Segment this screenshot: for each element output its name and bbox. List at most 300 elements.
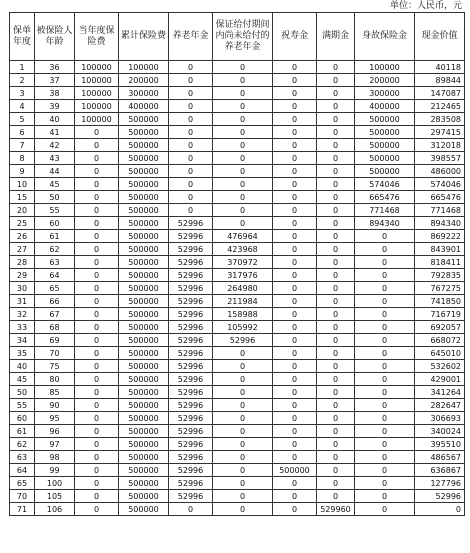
cell-insured-age: 45 <box>35 178 75 191</box>
cell-guaranteed-unpaid-annuity: 0 <box>213 100 273 113</box>
cell-maturity-benefit: 0 <box>317 74 355 87</box>
cell-policy-year: 6 <box>10 126 35 139</box>
cell-annual-premium: 0 <box>75 217 119 230</box>
cell-maturity-benefit: 0 <box>317 113 355 126</box>
cell-pension-annuity: 0 <box>169 204 213 217</box>
cell-annual-premium: 0 <box>75 477 119 490</box>
cell-policy-year: 1 <box>10 61 35 74</box>
cell-cumulative-premium: 500000 <box>119 425 169 438</box>
cell-annual-premium: 0 <box>75 178 119 191</box>
cell-policy-year: 45 <box>10 373 35 386</box>
table-row <box>10 295 465 308</box>
cell-cumulative-premium: 500000 <box>119 178 169 191</box>
cell-cash-value: 282647 <box>415 399 465 412</box>
cell-annual-premium: 0 <box>75 282 119 295</box>
cell-pension-annuity: 0 <box>169 191 213 204</box>
cell-longevity-benefit: 0 <box>273 100 317 113</box>
cell-cumulative-premium: 500000 <box>119 204 169 217</box>
cell-maturity-benefit: 0 <box>317 100 355 113</box>
cell-guaranteed-unpaid-annuity: 0 <box>213 360 273 373</box>
cell-annual-premium: 0 <box>75 191 119 204</box>
cell-annual-premium: 0 <box>75 438 119 451</box>
cell-guaranteed-unpaid-annuity: 0 <box>213 438 273 451</box>
header-policy-year: 保单年度 <box>10 13 35 61</box>
cell-pension-annuity: 52996 <box>169 425 213 438</box>
cell-annual-premium: 100000 <box>75 74 119 87</box>
cell-cumulative-premium: 100000 <box>119 61 169 74</box>
table-header <box>10 13 465 61</box>
cell-cumulative-premium: 500000 <box>119 282 169 295</box>
cell-insured-age: 97 <box>35 438 75 451</box>
cell-guaranteed-unpaid-annuity: 423968 <box>213 243 273 256</box>
cell-insured-age: 65 <box>35 282 75 295</box>
table-row <box>10 74 465 87</box>
cell-cash-value: 767275 <box>415 282 465 295</box>
table-row <box>10 204 465 217</box>
cell-cumulative-premium: 300000 <box>119 87 169 100</box>
cell-longevity-benefit: 0 <box>273 87 317 100</box>
table-row <box>10 438 465 451</box>
cell-cash-value: 869222 <box>415 230 465 243</box>
table-row <box>10 230 465 243</box>
cell-insured-age: 37 <box>35 74 75 87</box>
cell-longevity-benefit: 0 <box>273 61 317 74</box>
cell-guaranteed-unpaid-annuity: 0 <box>213 204 273 217</box>
cell-longevity-benefit: 0 <box>273 412 317 425</box>
cell-annual-premium: 0 <box>75 256 119 269</box>
table-row <box>10 100 465 113</box>
cell-cumulative-premium: 500000 <box>119 139 169 152</box>
cell-guaranteed-unpaid-annuity: 211984 <box>213 295 273 308</box>
cell-longevity-benefit: 0 <box>273 503 317 516</box>
cell-death-benefit: 500000 <box>355 152 415 165</box>
cell-maturity-benefit: 0 <box>317 334 355 347</box>
cell-longevity-benefit: 0 <box>273 386 317 399</box>
cell-death-benefit: 500000 <box>355 113 415 126</box>
cell-guaranteed-unpaid-annuity: 317976 <box>213 269 273 282</box>
cell-annual-premium: 0 <box>75 503 119 516</box>
cell-guaranteed-unpaid-annuity: 370972 <box>213 256 273 269</box>
cell-policy-year: 33 <box>10 321 35 334</box>
cell-longevity-benefit: 0 <box>273 230 317 243</box>
cell-maturity-benefit: 0 <box>317 438 355 451</box>
cell-guaranteed-unpaid-annuity: 0 <box>213 399 273 412</box>
cell-longevity-benefit: 0 <box>273 165 317 178</box>
cell-maturity-benefit: 0 <box>317 269 355 282</box>
cell-insured-age: 99 <box>35 464 75 477</box>
cell-cumulative-premium: 500000 <box>119 308 169 321</box>
cell-guaranteed-unpaid-annuity: 158988 <box>213 308 273 321</box>
cell-death-benefit: 0 <box>355 438 415 451</box>
cell-policy-year: 60 <box>10 412 35 425</box>
cell-annual-premium: 0 <box>75 295 119 308</box>
cell-pension-annuity: 0 <box>169 74 213 87</box>
cell-maturity-benefit: 0 <box>317 230 355 243</box>
cell-maturity-benefit: 0 <box>317 87 355 100</box>
cell-longevity-benefit: 0 <box>273 74 317 87</box>
cell-policy-year: 25 <box>10 217 35 230</box>
cell-longevity-benefit: 500000 <box>273 464 317 477</box>
header-maturity-benefit: 满期金 <box>317 13 355 61</box>
cell-pension-annuity: 52996 <box>169 217 213 230</box>
cell-pension-annuity: 0 <box>169 100 213 113</box>
cell-annual-premium: 0 <box>75 412 119 425</box>
cell-insured-age: 67 <box>35 308 75 321</box>
cell-pension-annuity: 0 <box>169 139 213 152</box>
cell-cumulative-premium: 500000 <box>119 334 169 347</box>
cell-death-benefit: 574046 <box>355 178 415 191</box>
cell-cash-value: 340024 <box>415 425 465 438</box>
cell-longevity-benefit: 0 <box>273 126 317 139</box>
table-row <box>10 373 465 386</box>
table-row <box>10 165 465 178</box>
table-row <box>10 347 465 360</box>
cell-death-benefit: 0 <box>355 464 415 477</box>
cell-guaranteed-unpaid-annuity: 52996 <box>213 334 273 347</box>
cell-annual-premium: 0 <box>75 204 119 217</box>
cell-cumulative-premium: 500000 <box>119 347 169 360</box>
cell-longevity-benefit: 0 <box>273 477 317 490</box>
table-row <box>10 87 465 100</box>
cell-annual-premium: 0 <box>75 451 119 464</box>
cell-pension-annuity: 0 <box>169 503 213 516</box>
unit-label: 单位：人民币，元 <box>389 1 462 11</box>
cell-pension-annuity: 0 <box>169 126 213 139</box>
cell-pension-annuity: 52996 <box>169 386 213 399</box>
cell-cash-value: 636867 <box>415 464 465 477</box>
cell-insured-age: 66 <box>35 295 75 308</box>
cell-pension-annuity: 52996 <box>169 230 213 243</box>
cell-cumulative-premium: 500000 <box>119 152 169 165</box>
cell-maturity-benefit: 0 <box>317 178 355 191</box>
cell-death-benefit: 0 <box>355 230 415 243</box>
cell-longevity-benefit: 0 <box>273 139 317 152</box>
cell-maturity-benefit: 0 <box>317 152 355 165</box>
cell-death-benefit: 0 <box>355 399 415 412</box>
cell-policy-year: 3 <box>10 87 35 100</box>
cell-death-benefit: 0 <box>355 373 415 386</box>
cell-longevity-benefit: 0 <box>273 178 317 191</box>
cell-death-benefit: 0 <box>355 477 415 490</box>
cell-cumulative-premium: 500000 <box>119 217 169 230</box>
cell-annual-premium: 0 <box>75 152 119 165</box>
cell-pension-annuity: 52996 <box>169 295 213 308</box>
cell-longevity-benefit: 0 <box>273 399 317 412</box>
cell-insured-age: 44 <box>35 165 75 178</box>
cell-guaranteed-unpaid-annuity: 105992 <box>213 321 273 334</box>
cell-cash-value: 52996 <box>415 490 465 503</box>
cell-death-benefit: 0 <box>355 451 415 464</box>
benefit-table <box>9 12 465 516</box>
cell-annual-premium: 0 <box>75 230 119 243</box>
cell-death-benefit: 0 <box>355 256 415 269</box>
header-insured-age: 被保险人年龄 <box>35 13 75 61</box>
cell-annual-premium: 0 <box>75 139 119 152</box>
cell-pension-annuity: 0 <box>169 165 213 178</box>
cell-cash-value: 532602 <box>415 360 465 373</box>
cell-pension-annuity: 52996 <box>169 451 213 464</box>
cell-maturity-benefit: 0 <box>317 308 355 321</box>
table-row <box>10 113 465 126</box>
table-row <box>10 490 465 503</box>
table-row <box>10 61 465 74</box>
cell-pension-annuity: 52996 <box>169 243 213 256</box>
cell-maturity-benefit: 0 <box>317 61 355 74</box>
table-row <box>10 152 465 165</box>
table-row <box>10 191 465 204</box>
cell-cash-value: 398557 <box>415 152 465 165</box>
cell-guaranteed-unpaid-annuity: 0 <box>213 373 273 386</box>
cell-guaranteed-unpaid-annuity: 0 <box>213 191 273 204</box>
cell-policy-year: 7 <box>10 139 35 152</box>
cell-cash-value: 147087 <box>415 87 465 100</box>
cell-death-benefit: 665476 <box>355 191 415 204</box>
cell-guaranteed-unpaid-annuity: 0 <box>213 425 273 438</box>
cell-policy-year: 64 <box>10 464 35 477</box>
cell-insured-age: 105 <box>35 490 75 503</box>
cell-annual-premium: 0 <box>75 334 119 347</box>
cell-guaranteed-unpaid-annuity: 0 <box>213 178 273 191</box>
table-row <box>10 139 465 152</box>
cell-death-benefit: 300000 <box>355 87 415 100</box>
cell-death-benefit: 0 <box>355 295 415 308</box>
cell-pension-annuity: 52996 <box>169 256 213 269</box>
cell-cash-value: 341264 <box>415 386 465 399</box>
cell-annual-premium: 100000 <box>75 61 119 74</box>
cell-policy-year: 65 <box>10 477 35 490</box>
cell-longevity-benefit: 0 <box>273 256 317 269</box>
cell-longevity-benefit: 0 <box>273 243 317 256</box>
cell-insured-age: 36 <box>35 61 75 74</box>
cell-maturity-benefit: 0 <box>317 191 355 204</box>
cell-cash-value: 0 <box>415 503 465 516</box>
cell-longevity-benefit: 0 <box>273 347 317 360</box>
table-row <box>10 126 465 139</box>
cell-policy-year: 20 <box>10 204 35 217</box>
cell-pension-annuity: 52996 <box>169 321 213 334</box>
header-cash-value: 现金价值 <box>415 13 465 61</box>
cell-guaranteed-unpaid-annuity: 0 <box>213 139 273 152</box>
cell-guaranteed-unpaid-annuity: 0 <box>213 477 273 490</box>
cell-cumulative-premium: 500000 <box>119 165 169 178</box>
cell-annual-premium: 0 <box>75 373 119 386</box>
cell-guaranteed-unpaid-annuity: 264980 <box>213 282 273 295</box>
cell-insured-age: 39 <box>35 100 75 113</box>
cell-policy-year: 63 <box>10 451 35 464</box>
cell-annual-premium: 0 <box>75 321 119 334</box>
cell-death-benefit: 0 <box>355 308 415 321</box>
cell-cumulative-premium: 500000 <box>119 191 169 204</box>
cell-cash-value: 818411 <box>415 256 465 269</box>
cell-cash-value: 127796 <box>415 477 465 490</box>
cell-guaranteed-unpaid-annuity: 0 <box>213 464 273 477</box>
cell-insured-age: 61 <box>35 230 75 243</box>
cell-cumulative-premium: 500000 <box>119 503 169 516</box>
cell-longevity-benefit: 0 <box>273 282 317 295</box>
cell-policy-year: 4 <box>10 100 35 113</box>
cell-pension-annuity: 0 <box>169 61 213 74</box>
cell-maturity-benefit: 0 <box>317 373 355 386</box>
cell-maturity-benefit: 0 <box>317 451 355 464</box>
cell-cash-value: 486000 <box>415 165 465 178</box>
cell-pension-annuity: 52996 <box>169 373 213 386</box>
cell-death-benefit: 500000 <box>355 165 415 178</box>
cell-insured-age: 75 <box>35 360 75 373</box>
cell-longevity-benefit: 0 <box>273 451 317 464</box>
cell-death-benefit: 0 <box>355 360 415 373</box>
cell-policy-year: 10 <box>10 178 35 191</box>
table-row <box>10 386 465 399</box>
cell-policy-year: 35 <box>10 347 35 360</box>
cell-insured-age: 95 <box>35 412 75 425</box>
cell-guaranteed-unpaid-annuity: 0 <box>213 490 273 503</box>
cell-death-benefit: 100000 <box>355 61 415 74</box>
cell-cumulative-premium: 500000 <box>119 269 169 282</box>
cell-insured-age: 69 <box>35 334 75 347</box>
cell-death-benefit: 894340 <box>355 217 415 230</box>
header-pension-annuity: 养老年金 <box>169 13 213 61</box>
cell-cash-value: 312018 <box>415 139 465 152</box>
cell-guaranteed-unpaid-annuity: 0 <box>213 165 273 178</box>
cell-pension-annuity: 52996 <box>169 464 213 477</box>
cell-annual-premium: 100000 <box>75 113 119 126</box>
cell-cumulative-premium: 500000 <box>119 126 169 139</box>
cell-insured-age: 96 <box>35 425 75 438</box>
cell-pension-annuity: 52996 <box>169 490 213 503</box>
cell-cumulative-premium: 500000 <box>119 386 169 399</box>
cell-cash-value: 306693 <box>415 412 465 425</box>
cell-insured-age: 90 <box>35 399 75 412</box>
cell-cash-value: 792835 <box>415 269 465 282</box>
cell-insured-age: 63 <box>35 256 75 269</box>
cell-insured-age: 41 <box>35 126 75 139</box>
cell-cash-value: 486567 <box>415 451 465 464</box>
cell-cash-value: 771468 <box>415 204 465 217</box>
cell-insured-age: 62 <box>35 243 75 256</box>
cell-annual-premium: 0 <box>75 347 119 360</box>
cell-longevity-benefit: 0 <box>273 113 317 126</box>
cell-policy-year: 30 <box>10 282 35 295</box>
table-row <box>10 334 465 347</box>
cell-annual-premium: 0 <box>75 386 119 399</box>
cell-annual-premium: 0 <box>75 126 119 139</box>
cell-cash-value: 716719 <box>415 308 465 321</box>
cell-maturity-benefit: 0 <box>317 412 355 425</box>
cell-insured-age: 43 <box>35 152 75 165</box>
cell-death-benefit: 400000 <box>355 100 415 113</box>
cell-pension-annuity: 52996 <box>169 477 213 490</box>
cell-maturity-benefit: 0 <box>317 204 355 217</box>
cell-insured-age: 38 <box>35 87 75 100</box>
cell-cash-value: 40118 <box>415 61 465 74</box>
cell-cumulative-premium: 500000 <box>119 490 169 503</box>
cell-policy-year: 50 <box>10 386 35 399</box>
cell-annual-premium: 0 <box>75 165 119 178</box>
cell-death-benefit: 0 <box>355 503 415 516</box>
cell-cash-value: 741850 <box>415 295 465 308</box>
cell-longevity-benefit: 0 <box>273 269 317 282</box>
cell-maturity-benefit: 0 <box>317 386 355 399</box>
cell-pension-annuity: 52996 <box>169 334 213 347</box>
cell-annual-premium: 100000 <box>75 87 119 100</box>
table-row <box>10 399 465 412</box>
cell-policy-year: 8 <box>10 152 35 165</box>
cell-pension-annuity: 52996 <box>169 399 213 412</box>
cell-guaranteed-unpaid-annuity: 476964 <box>213 230 273 243</box>
cell-policy-year: 32 <box>10 308 35 321</box>
header-guaranteed-unpaid-annuity: 保证给付期间内尚未给付的养老年金 <box>213 13 273 61</box>
table-row <box>10 425 465 438</box>
cell-guaranteed-unpaid-annuity: 0 <box>213 87 273 100</box>
cell-pension-annuity: 52996 <box>169 308 213 321</box>
cell-annual-premium: 0 <box>75 269 119 282</box>
cell-maturity-benefit: 0 <box>317 425 355 438</box>
cell-cumulative-premium: 500000 <box>119 464 169 477</box>
table-row <box>10 178 465 191</box>
cell-insured-age: 70 <box>35 347 75 360</box>
cell-cumulative-premium: 200000 <box>119 74 169 87</box>
cell-longevity-benefit: 0 <box>273 490 317 503</box>
cell-maturity-benefit: 0 <box>317 464 355 477</box>
cell-maturity-benefit: 0 <box>317 256 355 269</box>
cell-maturity-benefit: 0 <box>317 295 355 308</box>
cell-cash-value: 297415 <box>415 126 465 139</box>
cell-annual-premium: 0 <box>75 308 119 321</box>
cell-cumulative-premium: 500000 <box>119 451 169 464</box>
cell-guaranteed-unpaid-annuity: 0 <box>213 126 273 139</box>
cell-maturity-benefit: 0 <box>317 477 355 490</box>
table-row <box>10 217 465 230</box>
table-row <box>10 308 465 321</box>
cell-pension-annuity: 52996 <box>169 438 213 451</box>
cell-annual-premium: 0 <box>75 243 119 256</box>
cell-death-benefit: 200000 <box>355 74 415 87</box>
cell-maturity-benefit: 0 <box>317 490 355 503</box>
cell-policy-year: 62 <box>10 438 35 451</box>
cell-death-benefit: 0 <box>355 412 415 425</box>
cell-maturity-benefit: 0 <box>317 360 355 373</box>
cell-policy-year: 28 <box>10 256 35 269</box>
header-cumulative-premium: 累计保险费 <box>119 13 169 61</box>
cell-longevity-benefit: 0 <box>273 373 317 386</box>
cell-cash-value: 429001 <box>415 373 465 386</box>
cell-annual-premium: 0 <box>75 399 119 412</box>
cell-insured-age: 85 <box>35 386 75 399</box>
cell-longevity-benefit: 0 <box>273 217 317 230</box>
cell-death-benefit: 0 <box>355 334 415 347</box>
cell-insured-age: 40 <box>35 113 75 126</box>
table-row <box>10 464 465 477</box>
cell-death-benefit: 0 <box>355 282 415 295</box>
cell-policy-year: 61 <box>10 425 35 438</box>
cell-cumulative-premium: 500000 <box>119 295 169 308</box>
cell-cash-value: 645010 <box>415 347 465 360</box>
cell-cumulative-premium: 500000 <box>119 113 169 126</box>
table-body <box>10 61 465 516</box>
table-row <box>10 256 465 269</box>
cell-guaranteed-unpaid-annuity: 0 <box>213 347 273 360</box>
cell-cash-value: 212465 <box>415 100 465 113</box>
cell-policy-year: 29 <box>10 269 35 282</box>
cell-policy-year: 26 <box>10 230 35 243</box>
table-row <box>10 503 465 516</box>
cell-maturity-benefit: 0 <box>317 347 355 360</box>
cell-guaranteed-unpaid-annuity: 0 <box>213 451 273 464</box>
cell-insured-age: 106 <box>35 503 75 516</box>
cell-cash-value: 894340 <box>415 217 465 230</box>
cell-policy-year: 55 <box>10 399 35 412</box>
cell-cumulative-premium: 500000 <box>119 230 169 243</box>
